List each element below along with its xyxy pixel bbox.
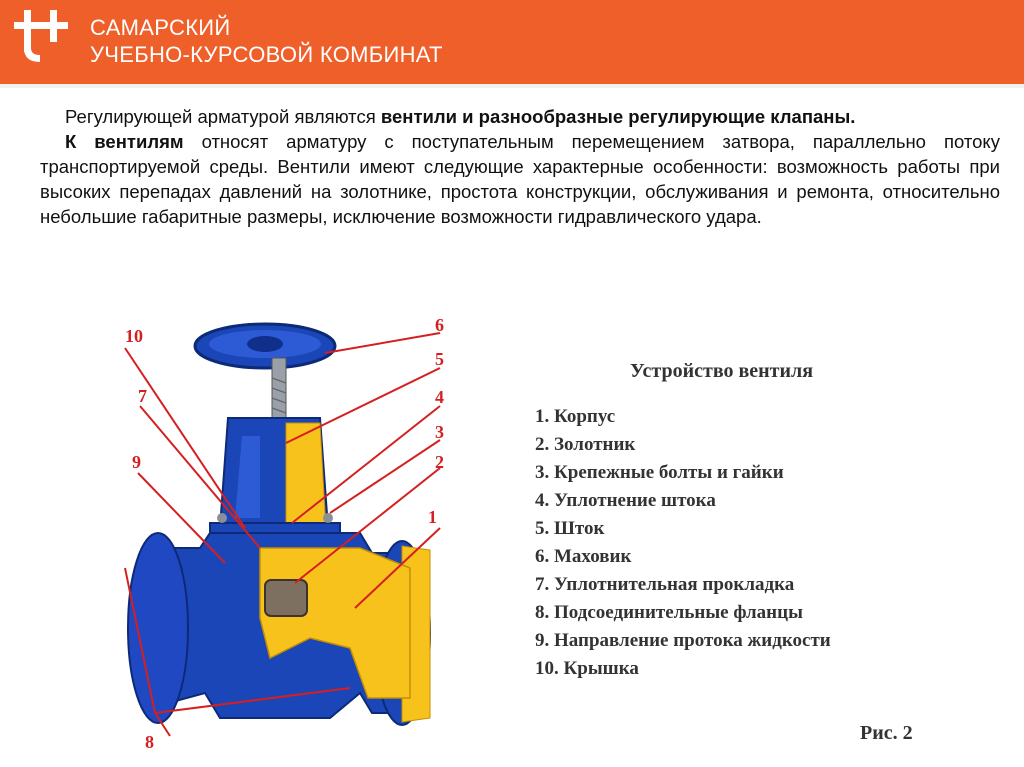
callout-7: 7 xyxy=(138,386,147,406)
legend-item: 2. Золотник xyxy=(535,434,636,455)
legend-item: 5. Шток xyxy=(535,518,605,539)
callout-1: 1 xyxy=(428,507,437,527)
header-divider xyxy=(0,84,1024,88)
valve-illustration xyxy=(110,318,470,758)
legend-item: 6. Маховик xyxy=(535,546,632,567)
double-cross-logo-icon xyxy=(14,10,80,70)
org-name-line-2: УЧЕБНО-КУРСОВОЙ КОМБИНАТ xyxy=(90,42,443,67)
callout-8: 8 xyxy=(145,732,154,752)
handwheel xyxy=(195,324,335,368)
callout-9: 9 xyxy=(132,452,141,472)
legend-title: Устройство вентиля xyxy=(630,360,814,382)
legend-item: 7. Уплотнительная прокладка xyxy=(535,574,795,595)
legend xyxy=(535,360,955,683)
figure-caption: Рис. 2 xyxy=(860,722,913,744)
legend-item: 1. Корпус xyxy=(535,406,616,427)
legend-item: 8. Подсоединительные фланцы xyxy=(535,602,803,623)
legend-item: 9. Направление протока жидкости xyxy=(535,630,831,651)
legend-item: 3. Крепежные болты и гайки xyxy=(535,462,784,483)
callout-2: 2 xyxy=(435,452,444,472)
legend-item: 10. Крышка xyxy=(535,658,639,679)
legend-list xyxy=(535,403,955,683)
callout-4: 4 xyxy=(435,387,444,407)
callout-5: 5 xyxy=(435,349,444,369)
legend-item: 4. Уплотнение штока xyxy=(535,490,716,511)
callout-3: 3 xyxy=(435,422,444,442)
callout-10: 10 xyxy=(125,326,143,346)
p1-text: Регулирующей арматурой являются xyxy=(65,106,381,127)
p2-bold: К вентилям xyxy=(65,131,184,152)
p2-text: относят арматуру с поступательным перемещением затвора, параллельно потоку транспортируемой среды. Вентили имеют следующие характерные особенности: возможность работы при высоких перепадах давлений на золотнике, простота конструкции, обслуживания и ремонта, относительно небольшие габаритные размеры, исключение возможности гидравлического удара. xyxy=(40,131,1000,227)
header-bar xyxy=(0,0,1024,84)
intro-text xyxy=(40,104,1000,229)
p1-bold: вентили и разнообразные регулирующие клапаны. xyxy=(380,106,856,127)
organization-name xyxy=(90,14,443,68)
disc xyxy=(265,580,307,616)
org-name-line-1: САМАРСКИЙ xyxy=(90,15,231,40)
callout-6: 6 xyxy=(435,318,444,335)
paragraph-2 xyxy=(40,129,1000,229)
paragraph-1 xyxy=(40,104,1000,129)
